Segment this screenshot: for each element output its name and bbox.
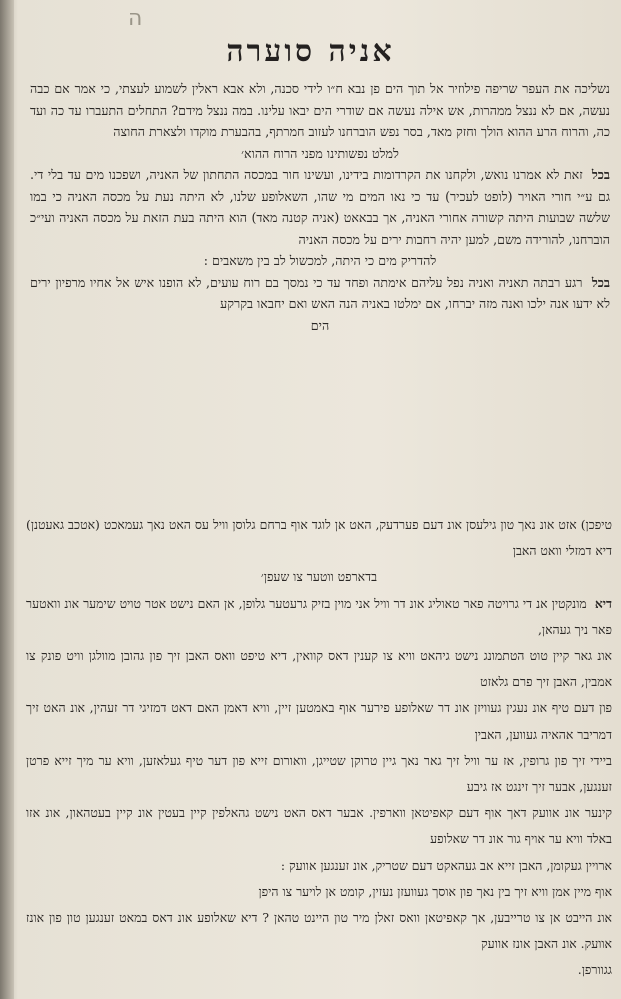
yiddish-line: טיפכן) אזט אונ נאך טון גילעסן אונ דעם פערדעק, האט אן לוגד אוף ברחם גלוסן וויל עס האט נאך געמאכט (אטכב גאעטנן) דיא דמזלי וואט האבן (26, 517, 612, 559)
hebrew-paragraph-1-end: למלט נפשותינו מפני הרוח ההוא׳ (241, 145, 399, 161)
side-label: בכל (591, 274, 610, 290)
yiddish-line: אונ הייבט אן צו טרייבען, אך קאפיטאן וואס זאלן מיר טון היינט טהאן ? דיא שאלופע אונ דאס במאט זענגען טון פון אונז אוועק. אונ האבן אונז אוועק (26, 910, 612, 952)
book-page-edge (0, 0, 14, 999)
side-label: דיא (594, 595, 612, 611)
hebrew-paragraph-3-text: רגע רבתה תאניה ואניה נפל עליהם אימתה ופחד עד כי נמסך בם רוח עועים, לא הופנו איש אל אחיו מרפיון ירים לא ידעו אנה ילכו ואנה מזה יברחו, אם ימלטו באניה הנה האש ואם יחבאו בקרקע (30, 274, 610, 311)
yiddish-line: קינער אונ אוועק דאך אוף דעם קאפיטאן ווארפין. אבער דאס האט נישט גהאלפין קיין בעטין אונ קיין בעטהאון, אונ אזו באלד וויא ער אויף גור אונ דר שאלופע (26, 805, 612, 847)
hebrew-paragraph-1: נשליכה את העפר שריפה פילוזיר אל תוך הים פן נבא ח״ו לידי סכנה, ולא אבא ראלין לשמוע לעצתי, כי אמר אם כבה נעשה, אם לא ננצל ממהרות, אש אילה נעשה אם שודרי הים יבאו עלינו. במה ננצל מידם? התחלים התעברו עד כה ועד כה, והרוח הרע ההוא הולך וחזק מאד, בסר נפש הוברחנו לעזוב חמרתף, בהבערת מוקדו ולצארת החוצה (30, 81, 610, 139)
hebrew-text-block (30, 78, 610, 336)
hebrew-paragraph-3 (30, 272, 610, 315)
yiddish-line: אוף מיין אמן וויא זיך בין נאך פון אוסך געוועזן נעזין, קומט אן לויער צו היפן (258, 883, 612, 899)
folio-mark: ה (128, 6, 143, 31)
yiddish-line: פון דעם טיף אונ נעגין געוויזן אונ דר שאלופע פירער אוף באמטען זיין, וויא דאמן האם דאט דמזיגי דר זעהין, אונ האט זיך דמריבר אהאיה געווען, האבין (26, 700, 612, 742)
hebrew-paragraph-3-end: הים (310, 317, 330, 333)
side-label: בכל (591, 167, 610, 182)
yiddish-line: מונקטין אנ די גרויטה פאר טאוליג אונ דר וויל אני מוין בזיק גרעטער גלופן, אן האם נישט אטר טויט שימער אונ וואטער פאר ניך געהאן, (26, 595, 612, 637)
yiddish-text-block (26, 512, 612, 984)
yiddish-line: אונ גאר קיין טוט הטתמונג נישט גיהאט וויא צו קענין דאס קוואין, דיא טיפט וואס האבן זיך פון גהובן מוולגן וויט פונק צו אמבין, האבן זיך פרם גלאזט (26, 648, 612, 690)
page-title: אניה סוערה (226, 34, 395, 69)
yiddish-line: ביידי זיך פון גרופין, אז ער וויל זיך גאר נאך גיין טרוקן שטייגן, וואורום זייא פון דער טיף געלאזען, וויא ער מיך זייא פרטן זענגען, אבער זיך זינגט אז גיבע (26, 752, 612, 795)
yiddish-line: ארויין געקומן, האבן זייא אב געהאקט דעם שטריק, אונ זענגען אוועק : (280, 857, 612, 873)
yiddish-line: גגוורפן. (577, 962, 612, 978)
hebrew-paragraph-2-text: זאת לא אמרנו נואש, ולקחנו את הקרדומות בידינו, ועשינו חור במכסה התחתון של האניה, ושפכנו מים עד בלי די. גם ע״י חורי האויר (לופט לעכיר) עד כי נאו המים מי שהו, השאלופע שלנו, לא היתה נעת על מכסה האניה כי במו שלשה שבועות היתה קשורה אחורי האניה, אך בבאאט (אניה קטנה מאד) הוא היתה בעת הזאת על מכסה האניה ועי״כ הוברחנו, להורידה משם, למען יהיה רחבות ירים על מכסה האניה (30, 167, 610, 247)
hebrew-paragraph-2 (30, 164, 610, 250)
yiddish-line-centered: בדארפט ווטער צו שעפן׳ (260, 569, 378, 585)
yiddish-paragraph (26, 591, 612, 643)
hebrew-paragraph-2-end: להדריק מים כי היתה, למכשול לב בין משאבים : (203, 253, 437, 268)
